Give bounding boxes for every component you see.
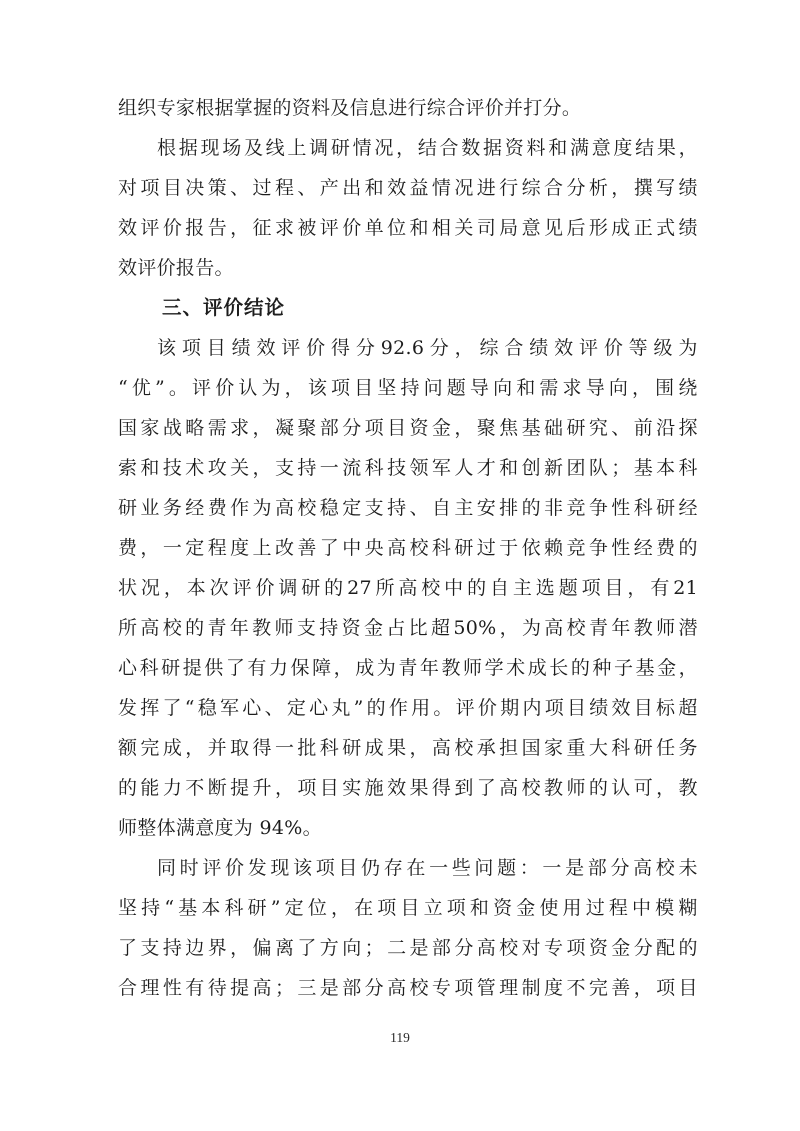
text-line: 组织专家根据掌握的资料及信息进行综合评价并打分。 — [118, 97, 582, 119]
text-line: 该 项 目 绩 效 评 价 得 分 92.6 分 ， 综 合 绩 效 评 价 等 级 为 — [157, 337, 698, 359]
text-line: 心 科 研 提 供 了 有 力 保 障 ， 成 为 青 年 教 师 学 术 成 长 的 种 子 基 金 ， — [118, 657, 698, 679]
text-line: 费 ， 一 定 程 度 上 改 善 了 中 央 高 校 科 研 过 于 依 赖 竞 争 性 经 费 的 — [118, 537, 698, 559]
page-number: 119 — [390, 1030, 410, 1045]
text-line: 效评价报告。 — [118, 257, 234, 279]
text-line: 坚 持 “ 基 本 科 研 ” 定 位 ， 在 项 目 立 项 和 资 金 使 用 过 程 中 模 糊 — [118, 897, 698, 919]
text-line: 索 和 技 术 攻 关 ， 支 持 一 流 科 技 领 军 人 才 和 创 新 团 队 ； 基 本 科 — [118, 457, 698, 479]
text-line: 效 评 价 报 告 ， 征 求 被 评 价 单 位 和 相 关 司 局 意 见 后 形 成 正 式 绩 — [118, 217, 698, 239]
section-heading: 三、评价结论 — [162, 296, 286, 319]
text-line: 师整体满意度为 94%。 — [118, 817, 322, 839]
document-body — [118, 88, 698, 1008]
text-line: 根 据 现 场 及 线 上 调 研 情 况 ， 结 合 数 据 资 料 和 满 意 度 结 果 ， — [157, 137, 698, 159]
text-line: “ 优 ” 。 评 价 认 为 ， 该 项 目 坚 持 问 题 导 向 和 需 求 导 向 ， 围 绕 — [118, 377, 698, 399]
text-line: 合 理 性 有 待 提 高 ； 三 是 部 分 高 校 专 项 管 理 制 度 不 完 善 ， 项 目 — [118, 977, 698, 999]
text-line: 发 挥 了 “ 稳 军 心 、 定 心 丸 ” 的 作 用 。 评 价 期 内 项 目 绩 效 目 标 超 — [118, 697, 698, 719]
text-line: 对 项 目 决 策 、 过 程 、 产 出 和 效 益 情 况 进 行 综 合 分 析 ， 撰 写 绩 — [118, 177, 698, 199]
text-line: 所 高 校 的 青 年 教 师 支 持 资 金 占 比 超 50% ， 为 高 校 青 年 教 师 潜 — [118, 617, 698, 639]
text-line: 状 况 ， 本 次 评 价 调 研 的 27 所 高 校 中 的 自 主 选 题 项 目 ， 有 21 — [118, 577, 698, 599]
text-line: 国 家 战 略 需 求 ， 凝 聚 部 分 项 目 资 金 ， 聚 焦 基 础 研 究 、 前 沿 探 — [118, 417, 698, 439]
text-line: 的 能 力 不 断 提 升 ， 项 目 实 施 效 果 得 到 了 高 校 教 师 的 认 可 ， 教 — [118, 777, 698, 799]
page-footer — [0, 1030, 800, 1046]
text-line: 同 时 评 价 发 现 该 项 目 仍 存 在 一 些 问 题 ： 一 是 部 分 高 校 未 — [157, 857, 698, 879]
text-line: 额 完 成 ， 并 取 得 一 批 科 研 成 果 ， 高 校 承 担 国 家 重 大 科 研 任 务 — [118, 737, 698, 759]
text-line: 研 业 务 经 费 作 为 高 校 稳 定 支 持 、 自 主 安 排 的 非 竞 争 性 科 研 经 — [118, 497, 698, 519]
text-line: 了 支 持 边 界 ， 偏 离 了 方 向 ； 二 是 部 分 高 校 对 专 项 资 金 分 配 的 — [118, 937, 698, 959]
